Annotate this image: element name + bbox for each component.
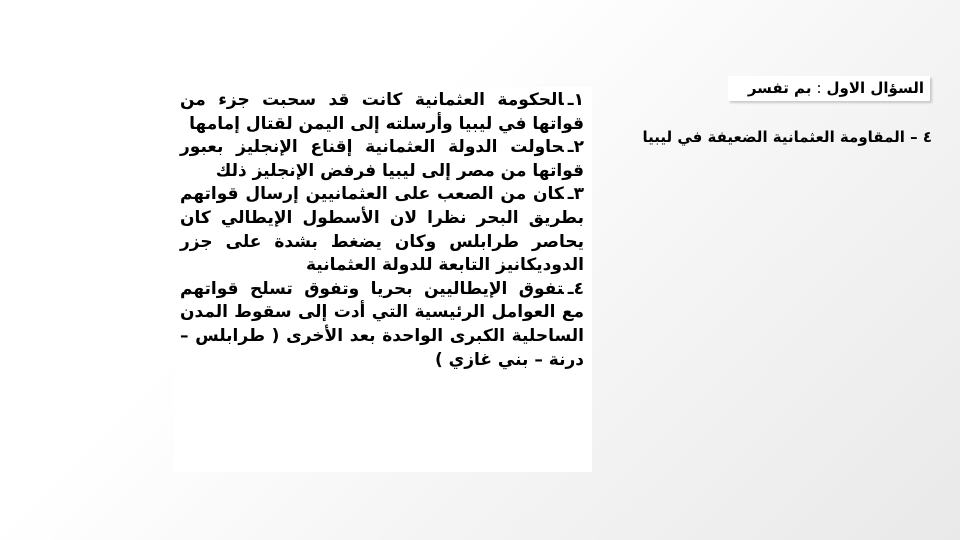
question-title-main: السؤال الاول [826, 79, 924, 97]
answer-point-1 [180, 89, 584, 136]
question-topic: ٤ – المقاومة العثمانية الضعيفة في ليبيا [642, 128, 932, 146]
point-number: ٣ـ [567, 184, 584, 205]
answer-point-2 [180, 136, 584, 183]
answer-point-4 [180, 278, 584, 372]
point-text: حاولت الدولة العثمانية إقناع الإنجليز بعبور قواتها من مصر إلى ليبيا فرفض الإنجليز ذلك [180, 137, 584, 181]
point-text: الحكومة العثمانية كانت قد سحبت جزء من قواتها في ليبيا وأرسلته إلى اليمن لقتال إمامها [180, 90, 584, 134]
question-title-separator: : [816, 79, 822, 97]
point-text: كان من الصعب على العثمانيين إرسال قواتهم بطريق البحر نظرا لان الأسطول الإيطالي كان يحاصر طرابلس وكان يضغط بشدة على جزر الدوديكانيز التابعة للدولة العثمانية [180, 184, 584, 276]
point-number: ٤ـ [567, 278, 584, 299]
answer-box [174, 87, 592, 472]
question-title-instruction: بم تفسر [747, 79, 812, 97]
point-number: ٢ـ [567, 137, 584, 158]
answer-point-3 [180, 183, 584, 277]
question-title [728, 76, 930, 101]
point-number: ١ـ [567, 90, 584, 110]
point-text: تفوق الإيطاليين بحريا وتفوق تسلح قواتهم مع العوامل الرئيسية التي أدت إلى سقوط المدن الساحلية الكبرى الواحدة بعد الأخرى ( طرابلس – درنة – بني غازي ) [180, 278, 584, 370]
